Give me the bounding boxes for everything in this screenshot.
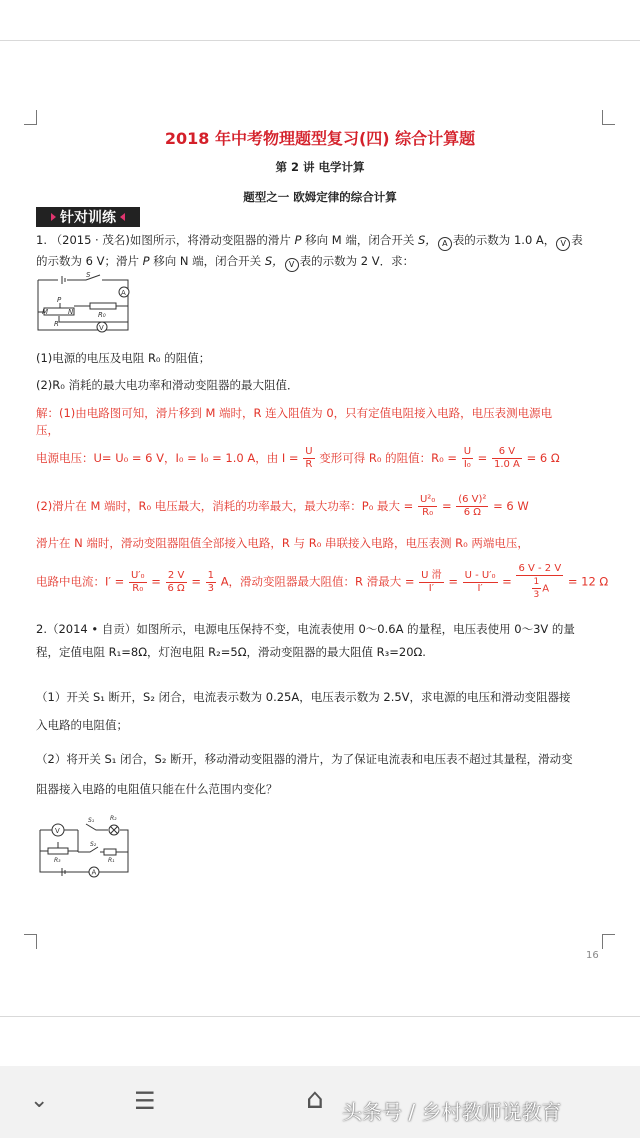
fig1-p-label: P xyxy=(57,296,62,304)
fig1-n-label: N xyxy=(68,308,74,316)
section-title: 题型之一 欧姆定律的综合计算 xyxy=(243,190,397,204)
q1-answer-2: 电源电压：U= U₀ = 6 V，I₀ = I₀ = 1.0 A，由 I = $\frac{U}{R}$ 变形可得 R₀ 的阻值：R₀ = $\frac{U}{\text{I₀}}$ = $\frac{6 V}{1.0 A}$ = 6 Ω xyxy=(36,446,560,470)
watermark: 头条号 / 乡村教师说教育 xyxy=(342,1100,562,1124)
fraction-2v-over-6ohm: $\frac{2 V}{6 \Omega}$ xyxy=(167,569,185,594)
training-banner xyxy=(36,207,140,227)
fig2-r2-label: R₂ xyxy=(110,815,117,822)
fraction-u-over-r: $\frac{U}{R}$ xyxy=(305,446,313,470)
bottom-divider xyxy=(0,1016,640,1017)
q2-line2: 程，定值电阻 R₁=8Ω，灯泡电阻 R₂=5Ω，滑动变阻器的最大阻值 R₃=20Ω. xyxy=(36,645,426,659)
home-icon[interactable]: ⌂ xyxy=(306,1082,324,1115)
q1-answer-3: (2)滑片在 M 端时，R₀ 电压最大，消耗的功率最大，最大功率：P₀ 最大 = $\frac{\text{U²₀}}{\text{R₀}}$ = $\frac{\text{(6 V)²}}{6 \Omega}$ = 6 W xyxy=(36,494,529,518)
fig2-ammeter-label: A xyxy=(91,868,97,877)
fig1-voltmeter-label: V xyxy=(99,324,104,332)
fig1-r-label: R xyxy=(54,320,59,328)
circuit-diagram-1 xyxy=(34,270,134,336)
crop-mark-top-right xyxy=(602,110,615,125)
fraction-36-over-6: $\frac{\text{(6 V)²}}{6 \Omega}$ xyxy=(458,494,487,518)
fig1-m-label: M xyxy=(42,308,49,316)
fig2-s2-label: S₂ xyxy=(90,841,97,848)
q1-answer-4: 滑片在 N 端时，滑动变阻器阻值全部接入电路，R 与 R₀ 串联接入电路，电压表测 R₀ 两端电压， xyxy=(36,536,529,550)
fraction-one-third: $\frac{1}{3}$ xyxy=(207,569,215,594)
fraction-u2-over-r0: $\frac{\text{U²₀}}{\text{R₀}}$ xyxy=(419,494,436,518)
q2-sub1a: （1）开关 S₁ 断开，S₂ 闭合，电流表示数为 0.25A，电压表示数为 2.5V，求电源的电压和滑动变阻器接 xyxy=(36,690,571,704)
fig2-s1-label: S₁ xyxy=(88,817,95,824)
page-number: 16 xyxy=(586,950,599,961)
fraction-6v-over-1a: $\frac{6 V}{1.0 A}$ xyxy=(493,446,520,470)
crop-mark-bottom-right xyxy=(602,934,615,949)
q2-line1: 2.（2014 • 自贡）如图所示，电源电压保持不变，电流表使用 0～0.6A 的量程，电压表使用 0～3V 的量 xyxy=(36,622,575,636)
banner-arrow-left-icon xyxy=(120,213,125,221)
q1-sub1: (1)电源的电压及电阻 R₀ 的阻值； xyxy=(36,351,211,365)
voltmeter-icon: V xyxy=(285,258,299,272)
fraction-u0-over-r0: $\frac{\text{U′₀}}{\text{R₀}}$ xyxy=(130,569,145,594)
lecture-title: 第 2 讲 电学计算 xyxy=(275,160,365,174)
q1-answer-5: 电路中电流：I′ = $\frac{\text{U′₀}}{\text{R₀}}$ = $\frac{2 V}{6 \Omega}$ = $\frac{1}{3}$ A，滑动变阻器最大阻值：R 滑最大 = $\frac{\text{U 滑}}{I'}$ = $\frac{\text{U - U′₀}}{I'}$ = 6 V - 2 V $\frac{1}{3}$ A = 12 Ω xyxy=(36,563,609,600)
fig1-r0-label: R₀ xyxy=(98,311,106,319)
fraction-u-over-i0: $\frac{U}{\text{I₀}}$ xyxy=(463,446,472,470)
banner-arrow-right-icon xyxy=(51,213,56,221)
q2-sub2a: （2）将开关 S₁ 闭合，S₂ 断开，移动滑动变阻器的滑片，为了保证电流表和电压表不超过其量程，滑动变 xyxy=(36,752,573,766)
voltmeter-icon: V xyxy=(556,237,570,251)
fraction-4v-over-third: 6 V - 2 V $\frac{1}{3}$ A xyxy=(518,563,562,600)
q1-answer-1: 解：(1)由电路图可知，滑片移到 M 端时，R 连入阻值为 0，只有定值电阻接入电路，电压表测电源电 xyxy=(36,406,553,420)
crop-mark-bottom-left xyxy=(24,934,37,949)
q2-sub1b: 入电路的电阻值； xyxy=(36,718,128,732)
q1-line2: 的示数为 6 V；滑片 P 移向 N 端，闭合开关 S， V 表的示数为 2 V．求： xyxy=(36,252,414,272)
circuit-diagram-2 xyxy=(34,810,138,882)
fig2-r1-label: R₁ xyxy=(108,857,115,864)
fraction-uhua-over-iprime: $\frac{\text{U 滑}}{I'}$ xyxy=(421,569,442,594)
crop-mark-top-left xyxy=(24,110,37,125)
q1-answer-1b: 压， xyxy=(36,423,59,437)
top-divider xyxy=(0,40,640,41)
fig1-switch-label: S xyxy=(86,271,91,279)
page-title: 2018 年中考物理题型复习(四) 综合计算题 xyxy=(164,129,476,148)
fig2-r3-label: R₃ xyxy=(54,857,61,864)
fig1-ammeter-label: A xyxy=(121,289,126,297)
q1-sub2: (2)R₀ 消耗的最大电功率和滑动变阻器的最大阻值． xyxy=(36,378,299,392)
chevron-down-icon[interactable]: ⌄ xyxy=(30,1088,49,1113)
banner-label: 针对训练 xyxy=(60,210,116,226)
menu-icon[interactable]: ☰ xyxy=(134,1087,156,1115)
fig2-voltmeter-label: V xyxy=(55,827,60,835)
q1-line1: 1. （2015 · 茂名)如图所示，将滑动变阻器的滑片 P 移向 M 端，闭合开关 S， A 表的示数为 1.0 A， V 表 xyxy=(36,231,583,251)
ammeter-icon: A xyxy=(438,237,452,251)
q2-sub2b: 阻器接入电路的电阻值只能在什么范围内变化？ xyxy=(36,782,278,796)
fraction-uminus-over-iprime: $\frac{\text{U - U′₀}}{I'}$ xyxy=(464,569,496,594)
